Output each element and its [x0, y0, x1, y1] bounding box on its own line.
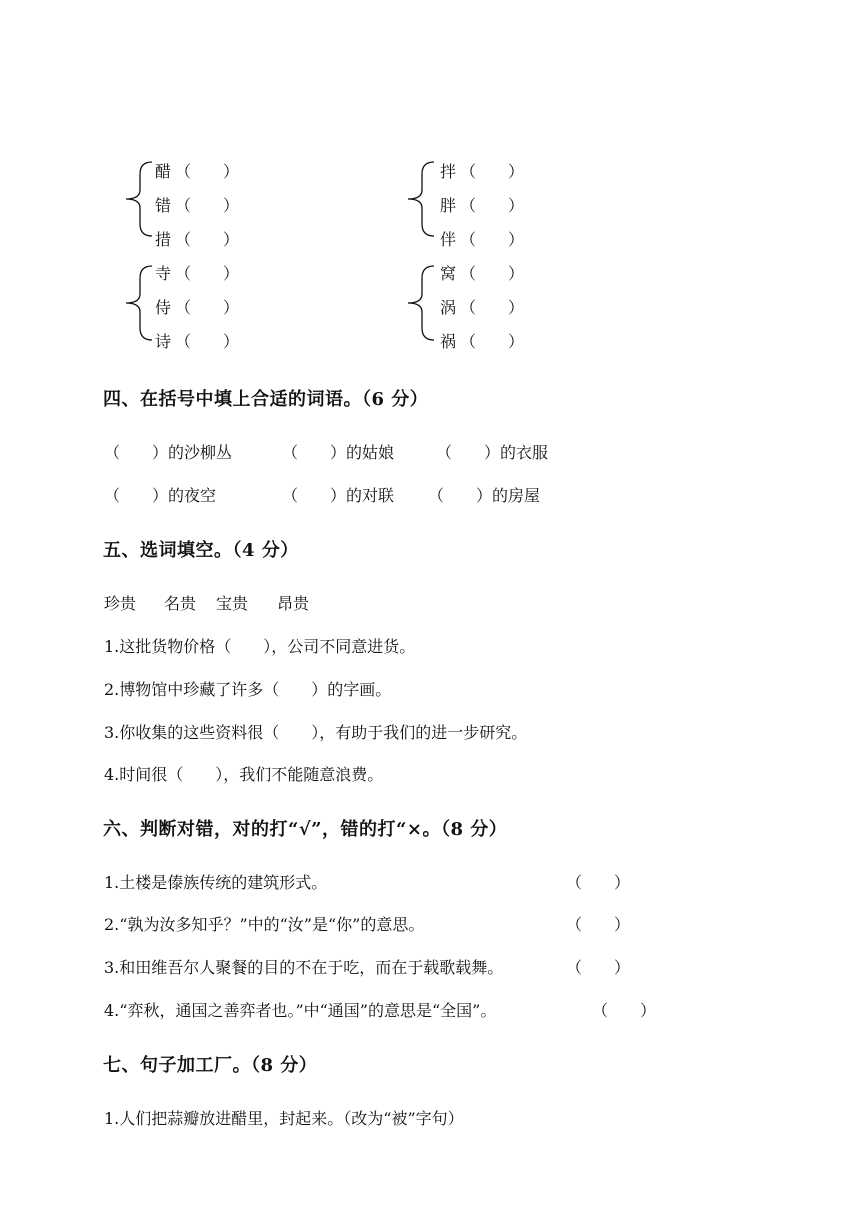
char-item: 拌 （ ）	[440, 162, 525, 181]
left-brace-icon	[404, 264, 436, 342]
fill-item: 2.博物馆中珍藏了许多（ ）的字画。	[104, 680, 392, 699]
word-option: 宝贵	[216, 594, 249, 613]
phrase-blank: （ ）的夜空	[104, 486, 217, 505]
char-item: 涡 （ ）	[440, 298, 525, 317]
char-item: 诗 （ ）	[155, 332, 240, 351]
judge-item-mark: （ ）	[566, 958, 631, 977]
fill-item: 3.你收集的这些资料很（ ），有助于我们的进一步研究。	[104, 723, 528, 742]
judge-item-mark: （ ）	[566, 873, 631, 892]
sentence-item: 1.人们把蒜瓣放进醋里，封起来。（改为“被”字句）	[104, 1109, 464, 1128]
char-item: 伴 （ ）	[440, 230, 525, 249]
char-item: 措 （ ）	[155, 230, 240, 249]
char-item: 寺 （ ）	[155, 264, 240, 283]
word-option: 名贵	[164, 594, 197, 613]
section-6-heading: 六、判断对错，对的打“√”，错的打“×。（8 分）	[103, 819, 508, 840]
phrase-blank: （ ）的沙柳丛	[104, 443, 233, 462]
phrase-blank: （ ）的房屋	[428, 486, 541, 505]
phrase-blank: （ ）的姑娘	[282, 443, 395, 462]
char-item: 错 （ ）	[155, 196, 240, 215]
char-item: 祸 （ ）	[440, 332, 525, 351]
char-item: 醋 （ ）	[155, 162, 240, 181]
phrase-blank: （ ）的对联	[282, 486, 395, 505]
fill-item: 4.时间很（ ），我们不能随意浪费。	[104, 765, 384, 784]
section-5-heading: 五、选词填空。（4 分）	[103, 540, 299, 561]
char-item: 窝 （ ）	[440, 264, 525, 283]
char-item: 胖 （ ）	[440, 196, 525, 215]
char-item: 侍 （ ）	[155, 298, 240, 317]
left-brace-icon	[122, 264, 154, 342]
word-option: 珍贵	[104, 594, 137, 613]
judge-item-text: 1.土楼是傣族传统的建筑形式。	[104, 873, 328, 892]
phrase-blank: （ ）的衣服	[436, 443, 549, 462]
section-7-heading: 七、句子加工厂。（8 分）	[103, 1055, 318, 1076]
judge-item-text: 3.和田维吾尔人聚餐的目的不在于吃，而在于载歌载舞。	[104, 958, 504, 977]
judge-item-text: 4.“弈秋，通国之善弈者也。”中“通国”的意思是“全国”。	[104, 1001, 497, 1020]
judge-item-mark: （ ）	[592, 1001, 657, 1020]
word-option: 昂贵	[277, 594, 310, 613]
fill-item: 1.这批货物价格（ ），公司不同意进货。	[104, 637, 416, 656]
judge-item-mark: （ ）	[566, 915, 631, 934]
left-brace-icon	[122, 160, 154, 238]
left-brace-icon	[404, 160, 436, 238]
judge-item-text: 2.“孰为汝多知乎？”中的“汝”是“你”的意思。	[104, 915, 425, 934]
section-4-heading: 四、在括号中填上合适的词语。（6 分）	[103, 389, 429, 410]
